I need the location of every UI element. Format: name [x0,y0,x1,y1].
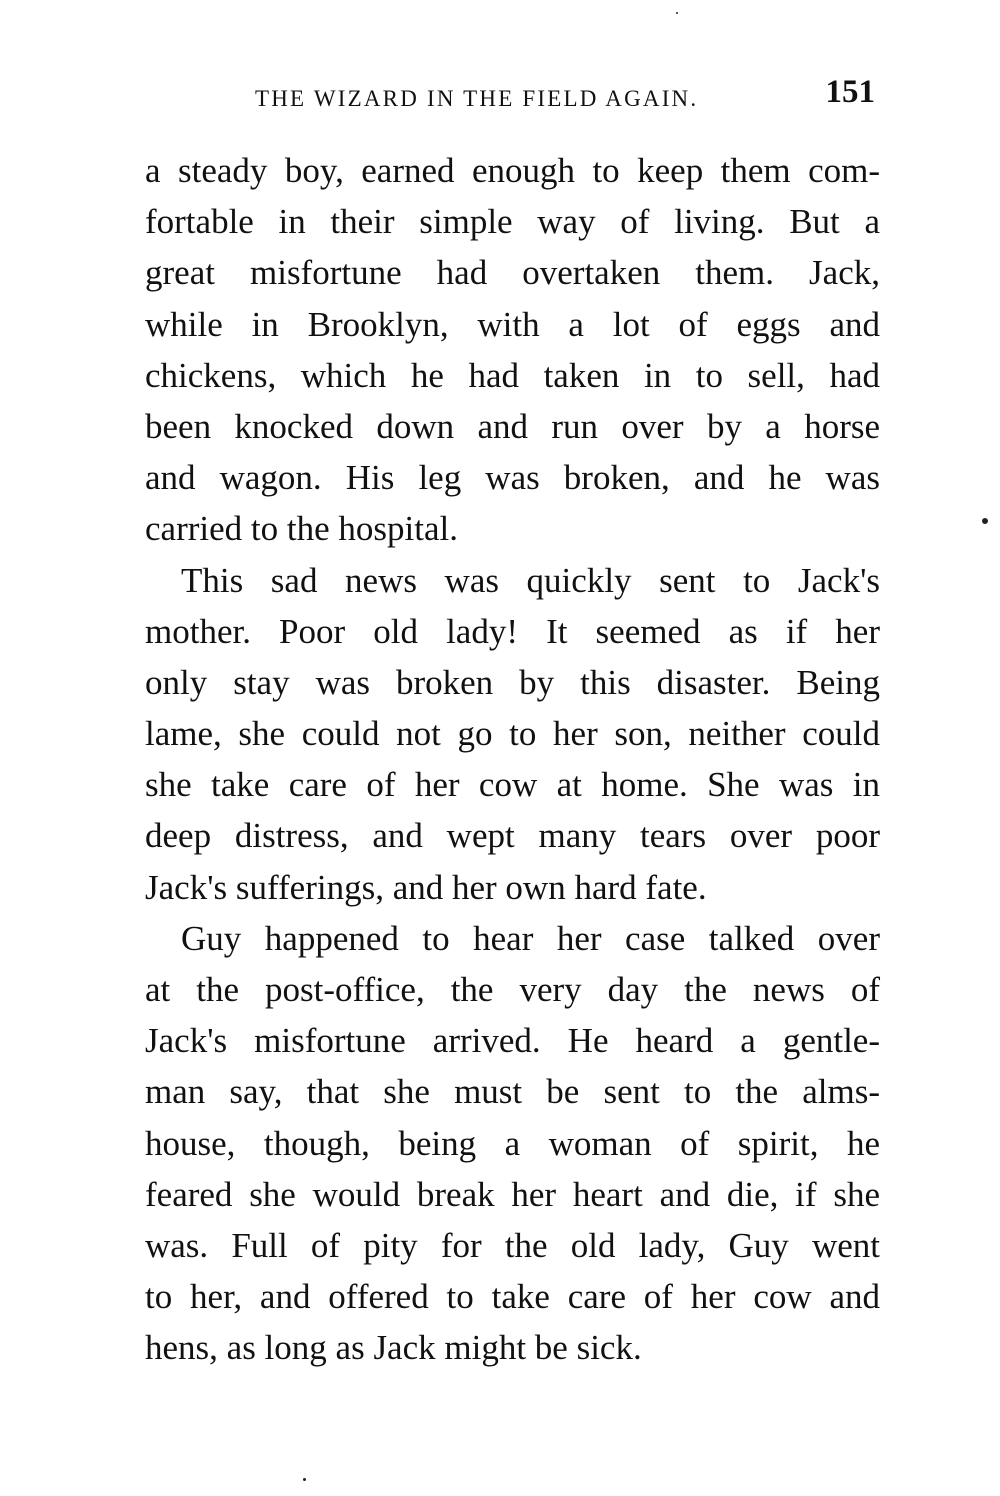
text-line: great misfortune had overtaken them. Jack, [145,253,880,293]
text-line: Guy happened to hear her case talked over [181,918,880,958]
text-line: been knocked down and run over by a horse [145,406,880,446]
ink-speck [982,518,988,524]
text-line: deep distress, and wept many tears over poor [145,816,880,856]
ink-speck [303,1478,306,1481]
text-line: to her, and offered to take care of her cow and [145,1277,880,1317]
text-line: she take care of her cow at home. She was in [145,765,880,805]
paragraph-2 [145,555,880,913]
text-line: Jack's misfortune arrived. He heard a gentle- [145,1021,880,1061]
running-title: THE WIZARD IN THE FIELD AGAIN. [255,86,699,111]
paragraph-1 [145,145,880,555]
text-line: carried to the hospital. [145,509,458,549]
text-line: feared she would break her heart and die, if she [145,1174,880,1214]
page-number: 151 [825,74,875,110]
text-line: lame, she could not go to her son, neither could [145,714,880,754]
text-line: and wagon. His leg was broken, and he was [145,458,880,498]
text-line: only stay was broken by this disaster. Being [145,662,880,702]
text-line: fortable in their simple way of living. But a [145,202,880,242]
text-line: Jack's sufferings, and her own hard fate. [145,867,707,907]
text-line: a steady boy, earned enough to keep them com- [145,151,880,190]
text-line: was. Full of pity for the old lady, Guy went [145,1225,880,1265]
text-line: house, though, being a woman of spirit, he [145,1123,880,1163]
text-line: mother. Poor old lady! It seemed as if her [145,611,880,651]
paragraph-3 [145,913,880,1374]
text-line: at the post-office, the very day the news of [145,970,880,1009]
text-line: hens, as long as Jack might be sick. [145,1328,642,1368]
text-line: chickens, which he had taken in to sell, had [145,355,880,395]
running-head [145,74,880,118]
text-line: man say, that she must be sent to the alms- [145,1072,880,1112]
text-line: This sad news was quickly sent to Jack's [181,560,880,600]
text-line: while in Brooklyn, with a lot of eggs and [145,304,880,344]
body-text [145,145,880,1374]
ink-speck [676,12,678,14]
